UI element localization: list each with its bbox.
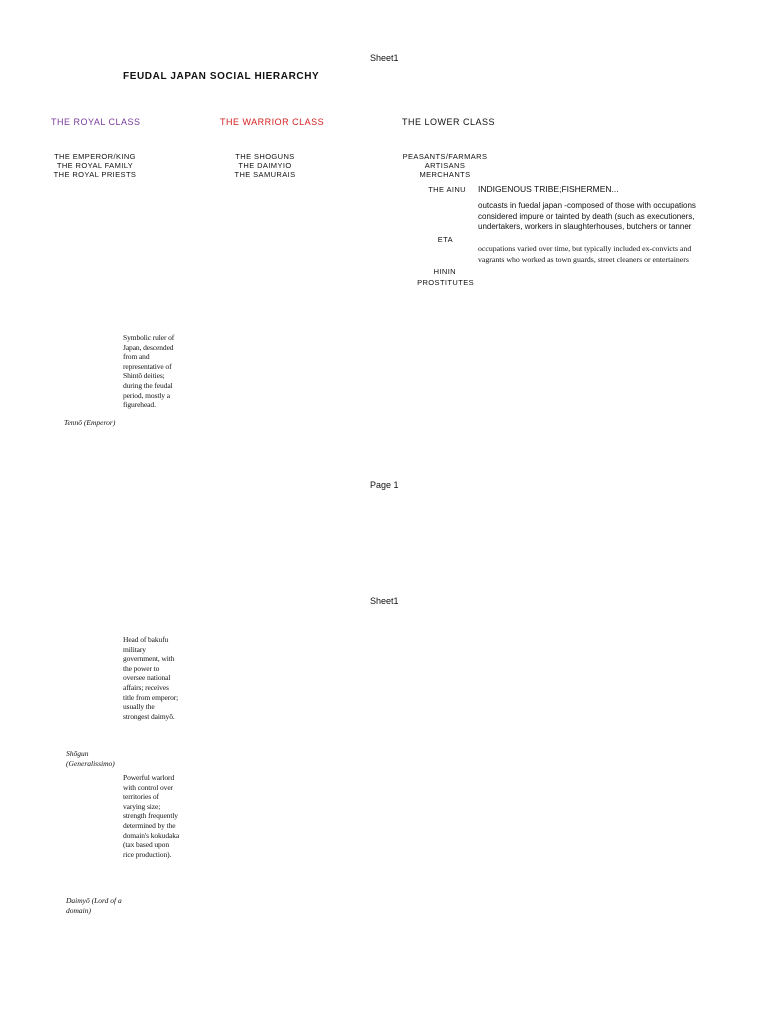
royal-item: THE ROYAL PRIESTS	[53, 170, 137, 179]
tenno-term: Tennō (Emperor)	[64, 418, 116, 427]
shogun-term: Shōgun (Generalissimo)	[66, 749, 115, 768]
sheet-label-page1: Sheet1	[370, 53, 399, 63]
page-title: FEUDAL JAPAN SOCIAL HIERARCHY	[123, 71, 320, 82]
royal-class-heading: THE ROYAL CLASS	[51, 117, 141, 127]
prostitutes-label: PROSTITUTES	[417, 278, 474, 287]
shogun-description: Head of bakufu military government, with the power to oversee national affairs; receives title from emperor; usually the strongest daimyō.	[123, 635, 179, 721]
eta-description: outcasts in fuedal japan -composed of those with occupations considered impure or tainted by death (such as executioners, undertakers, workers in slaughterhouses, butchers or tanner	[478, 201, 696, 231]
ainu-label: THE AINU	[428, 185, 466, 194]
lower-item: ARTISANS	[424, 161, 466, 170]
hinin-description: occupations varied over time, but typically included ex-convicts and vagrants who worked as town guards, street cleaners or entertainers	[478, 244, 692, 264]
lower-item: MERCHANTS	[419, 170, 471, 179]
royal-item: THE EMPEROR/KING	[54, 152, 136, 161]
warrior-class-list	[215, 152, 315, 179]
page-number: Page 1	[370, 480, 399, 490]
warrior-item: THE SAMURAIS	[234, 170, 296, 179]
lower-item: PEASANTS/FARMARS	[402, 152, 488, 161]
eta-label: ETA	[437, 235, 453, 244]
lower-class-heading: THE LOWER CLASS	[402, 117, 496, 127]
royal-item: THE ROYAL FAMILY	[56, 161, 134, 170]
royal-class-list	[40, 152, 150, 179]
daimyo-term: Daimyō (Lord of a domain)	[66, 896, 122, 915]
lower-class-list	[390, 152, 500, 179]
daimyo-description: Powerful warlord with control over territories of varying size; strength frequently determined by the domain's kokudaka (tax based upon rice production).	[123, 773, 180, 859]
warrior-class-heading: THE WARRIOR CLASS	[220, 117, 325, 127]
warrior-item: THE SHOGUNS	[235, 152, 295, 161]
warrior-item: THE DAIMYIO	[238, 161, 292, 170]
sheet-label-page2: Sheet1	[370, 596, 399, 606]
hinin-label: HININ	[433, 267, 456, 276]
tenno-description: Symbolic ruler of Japan, descended from and representative of Shintō deities; during the feudal period, mostly a figurehead.	[123, 333, 175, 410]
ainu-description: INDIGENOUS TRIBE;FISHERMEN...	[478, 184, 619, 194]
